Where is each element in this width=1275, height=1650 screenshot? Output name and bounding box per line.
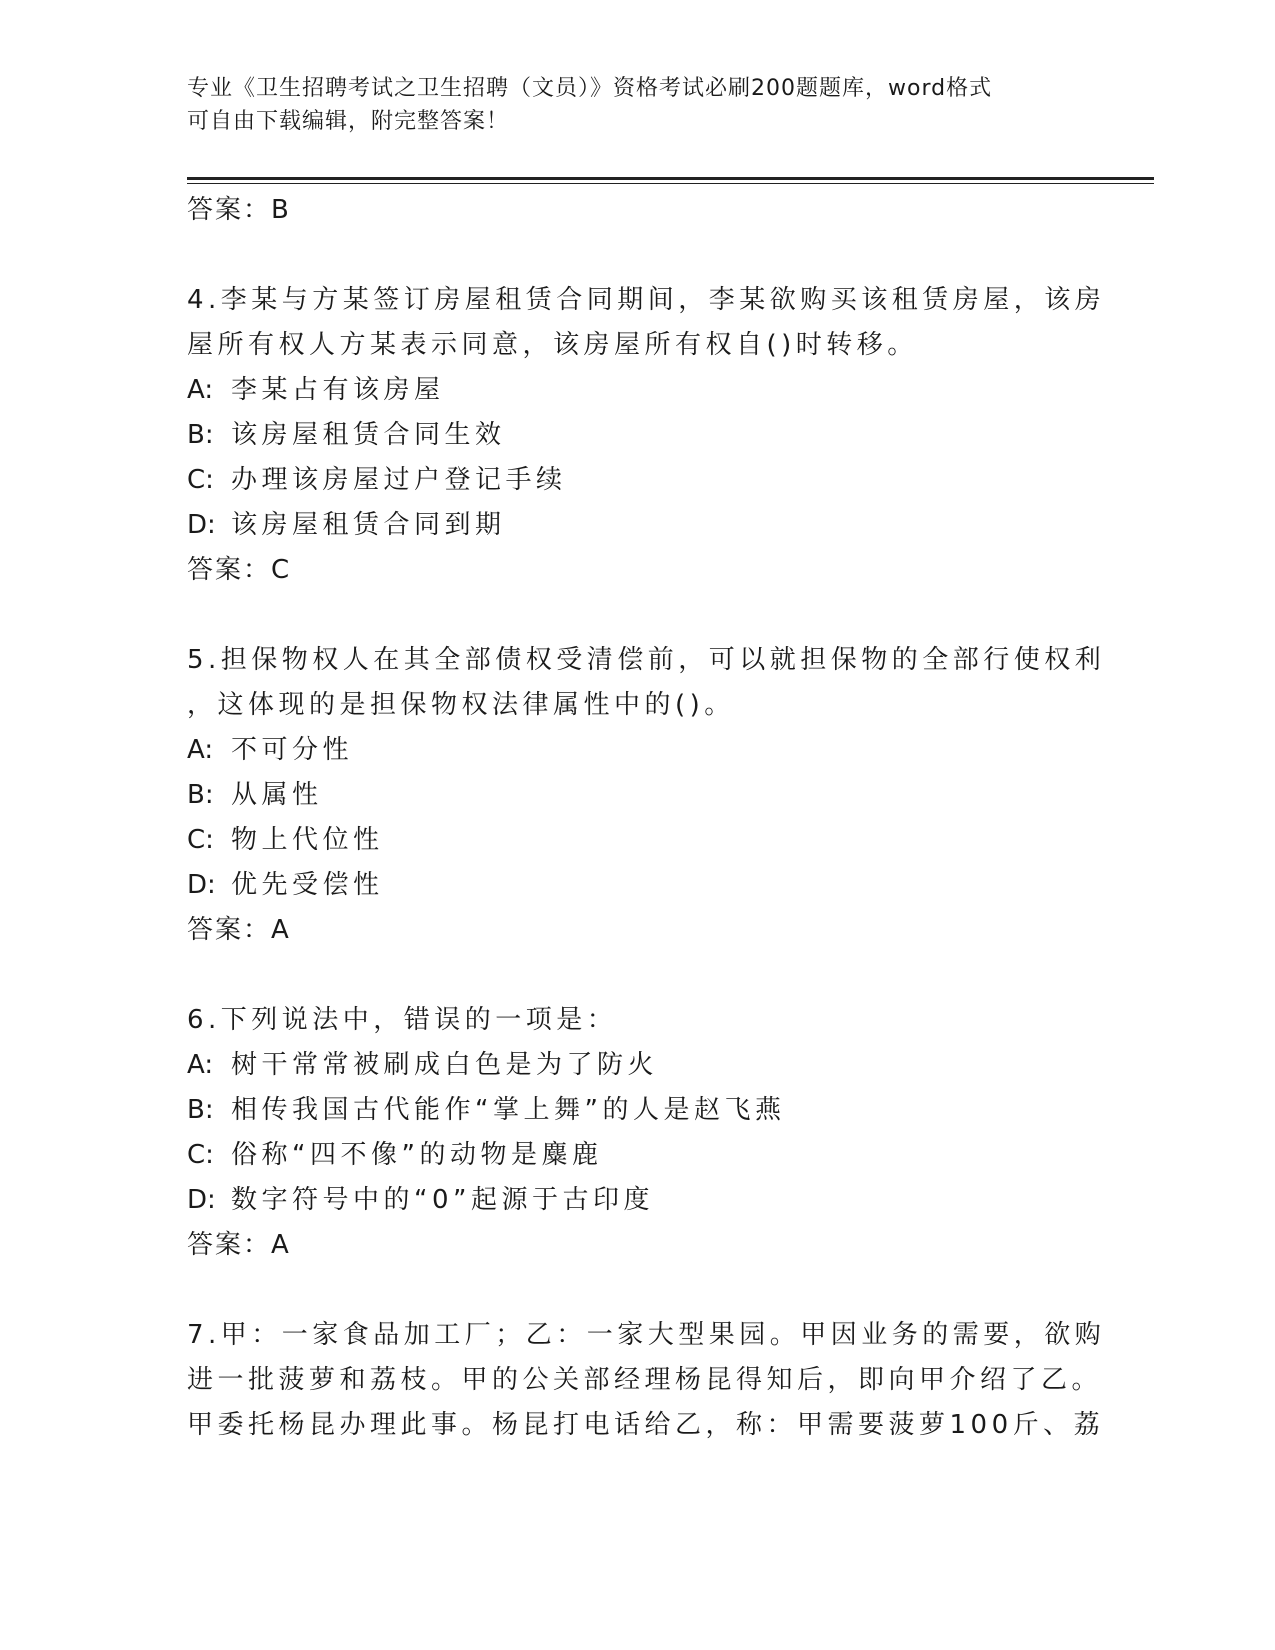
question-text-line: 7.甲：一家食品加工厂；乙：一家大型果园。甲因业务的需要，欲购: [187, 1320, 1106, 1350]
header-line: 可自由下载编辑，附完整答案！: [187, 109, 510, 134]
option-key: A:: [187, 735, 214, 765]
option-c: [187, 458, 1087, 503]
option-d: [187, 863, 1087, 908]
option-text: 相传我国古代能作“掌上舞”的人是赵飞燕: [231, 1095, 786, 1125]
question-block: [187, 1313, 1106, 1448]
answer-label: 答案：: [187, 915, 272, 945]
option-key: B:: [187, 420, 214, 450]
question-block: [187, 638, 1106, 953]
answer-value: A: [271, 1230, 290, 1260]
option-text: 俗称“四不像”的动物是麋鹿: [231, 1140, 603, 1170]
spacer: [187, 1268, 1087, 1313]
option-key: C:: [187, 825, 214, 855]
option-text: 物上代位性: [231, 825, 384, 855]
option-d: [187, 1178, 1087, 1223]
answer-value: A: [271, 915, 290, 945]
question-text-line: 5.担保物权人在其全部债权受清偿前，可以就担保物的全部行使权利: [187, 645, 1106, 675]
option-key: D:: [187, 1185, 216, 1215]
option-key: D:: [187, 870, 216, 900]
option-text: 优先受偿性: [231, 870, 384, 900]
question-text-line: 屋所有权人方某表示同意，该房屋所有权自()时转移。: [187, 330, 918, 360]
spacer: [187, 953, 1087, 998]
answer-line: [187, 1223, 1087, 1268]
answer-label: 答案：: [187, 1230, 272, 1260]
header-line: 专业《卫生招聘考试之卫生招聘（文员）》资格考试必刷200题题库，word格式: [187, 76, 993, 101]
answer-value: C: [271, 555, 291, 585]
document-header: [187, 72, 1087, 138]
header-divider-thick: [187, 177, 1154, 180]
option-text: 办理该房屋过户登记手续: [231, 465, 567, 495]
option-b: [187, 1088, 1087, 1133]
option-a: [187, 368, 1087, 413]
answer-line: [187, 548, 1087, 593]
question-text: [187, 998, 1087, 1043]
option-a: [187, 728, 1087, 773]
question-block: [187, 998, 1087, 1268]
option-text: 李某占有该房屋: [231, 375, 445, 405]
option-c: [187, 818, 1087, 863]
question-text-line: 甲委托杨昆办理此事。杨昆打电话给乙，称：甲需要菠萝100斤、荔: [187, 1410, 1105, 1440]
question-text: [187, 1313, 1106, 1448]
question-text-line: 进一批菠萝和荔枝。甲的公关部经理杨昆得知后，即向甲介绍了乙。: [187, 1365, 1103, 1395]
answer-label: 答案：: [187, 555, 272, 585]
spacer: [187, 233, 1087, 278]
option-key: C:: [187, 465, 214, 495]
answer-line: [187, 908, 1087, 953]
question-text-line: 4.李某与方某签订房屋租赁合同期间，李某欲购买该租赁房屋，该房: [187, 285, 1106, 315]
option-c: [187, 1133, 1087, 1178]
option-text: 该房屋租赁合同生效: [231, 420, 506, 450]
option-text: 树干常常被刷成白色是为了防火: [231, 1050, 659, 1080]
answer-label: 答案：: [187, 195, 272, 225]
option-text: 不可分性: [231, 735, 354, 765]
question-text: [187, 638, 1106, 728]
option-text: 该房屋租赁合同到期: [231, 510, 506, 540]
question-block: [187, 278, 1106, 593]
question-text-line: 6.下列说法中，错误的一项是：: [187, 1005, 618, 1035]
option-b: [187, 773, 1087, 818]
option-key: A:: [187, 375, 214, 405]
option-d: [187, 503, 1087, 548]
question-text-line: ，这体现的是担保物权法律属性中的()。: [187, 690, 735, 720]
header-divider-thin: [187, 183, 1154, 184]
answer-line: [187, 188, 1087, 233]
spacer: [187, 593, 1087, 638]
option-key: D:: [187, 510, 216, 540]
option-key: B:: [187, 1095, 214, 1125]
answer-value: B: [271, 195, 290, 225]
question-text: [187, 278, 1106, 368]
option-key: C:: [187, 1140, 214, 1170]
option-b: [187, 413, 1087, 458]
option-a: [187, 1043, 1087, 1088]
option-text: 从属性: [231, 780, 323, 810]
option-key: B:: [187, 780, 214, 810]
option-text: 数字符号中的“0”起源于古印度: [231, 1185, 654, 1215]
option-key: A:: [187, 1050, 214, 1080]
question-list: [187, 188, 1106, 1448]
